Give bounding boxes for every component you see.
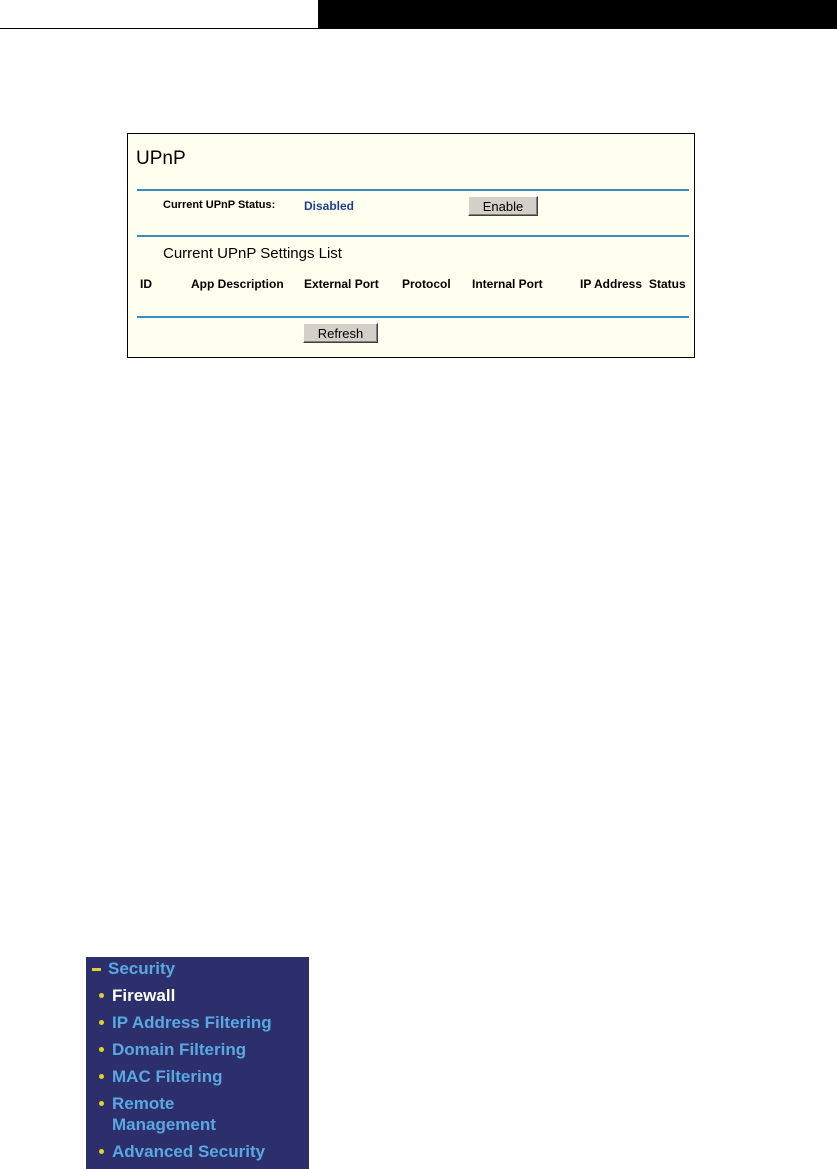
settings-list-title: Current UPnP Settings List — [163, 245, 342, 262]
column-header-app-description: App Description — [191, 277, 284, 291]
column-header-ip-address: IP Address — [580, 277, 643, 291]
enable-button[interactable]: Enable — [468, 196, 538, 216]
page-title: UPnP — [136, 148, 186, 169]
bullet-icon — [99, 993, 104, 998]
bullet-icon — [99, 1149, 104, 1154]
divider — [137, 235, 689, 237]
menu-item-firewall[interactable] — [112, 985, 175, 1006]
menu-item-label: Advanced Security — [112, 1142, 266, 1161]
menu-item-label: Firewall — [112, 986, 176, 1005]
bullet-icon — [99, 1020, 104, 1025]
divider — [137, 316, 689, 318]
menu-item-label: IP Address Filtering — [112, 1013, 272, 1032]
menu-item-mac-filtering[interactable] — [112, 1066, 223, 1087]
divider — [137, 189, 689, 191]
menu-item-label: MAC Filtering — [112, 1067, 223, 1086]
bullet-icon — [99, 1074, 104, 1079]
menu-item-label: Remote Management — [112, 1094, 216, 1134]
menu-item-advanced-security[interactable] — [112, 1141, 265, 1162]
upnp-status-value: Disabled — [304, 199, 355, 213]
column-header-external-port: External Port — [304, 277, 379, 291]
menu-item-ip-address-filtering[interactable] — [112, 1012, 272, 1033]
menu-item-remote-management[interactable] — [112, 1093, 232, 1135]
menu-item-label: Domain Filtering — [112, 1040, 247, 1059]
upnp-panel — [127, 133, 695, 358]
header-bar — [318, 0, 837, 28]
column-header-status: Status — [649, 277, 686, 291]
column-header-protocol: Protocol — [402, 277, 451, 291]
minus-icon — [92, 968, 101, 971]
menu-item-domain-filtering[interactable] — [112, 1039, 246, 1060]
menu-header-security[interactable] — [92, 959, 175, 979]
bullet-icon — [99, 1101, 104, 1106]
refresh-button[interactable]: Refresh — [303, 323, 378, 343]
upnp-status-label: Current UPnP Status: — [163, 199, 276, 211]
header-rule — [0, 28, 837, 29]
security-menu — [86, 957, 309, 1169]
bullet-icon — [99, 1047, 104, 1052]
menu-header-label: Security — [108, 959, 176, 978]
column-header-id: ID — [140, 277, 152, 291]
column-header-internal-port: Internal Port — [472, 277, 543, 291]
